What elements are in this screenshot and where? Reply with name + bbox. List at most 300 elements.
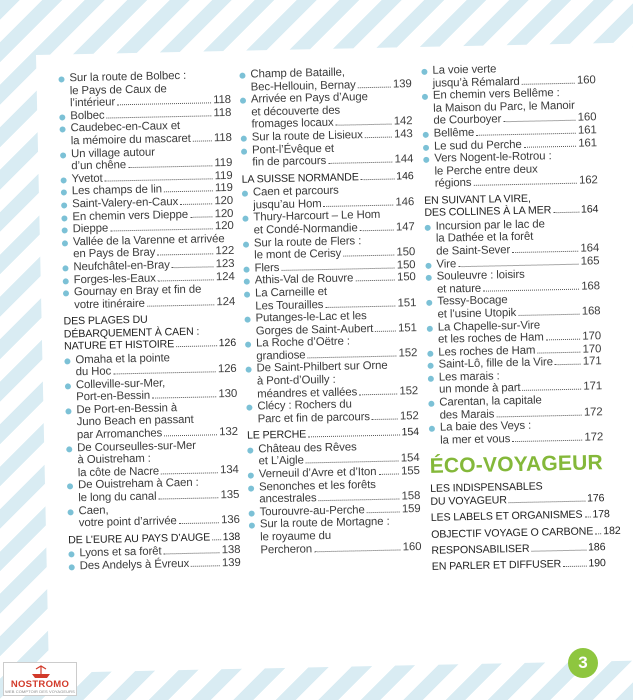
dot-leader	[476, 133, 576, 136]
toc-line-text: ancestrales	[259, 492, 317, 506]
toc-line	[260, 541, 421, 557]
toc-line-text: par Arromanches	[76, 427, 163, 442]
dot-leader	[473, 183, 577, 186]
dot-leader	[361, 178, 394, 180]
toc-entry[interactable]	[429, 418, 603, 447]
toc-line	[79, 514, 240, 530]
toc-page-number: 186	[587, 541, 606, 554]
toc-entry[interactable]	[243, 234, 415, 263]
logo-tagline: WEB COMPTOIR DES VOYAGEURS	[5, 689, 75, 694]
toc-page-number: 120	[214, 220, 234, 233]
toc-page-number: 154	[401, 426, 420, 439]
toc-page-number: 130	[218, 388, 238, 401]
toc-page-number: 144	[394, 153, 414, 166]
dot-leader	[524, 145, 577, 147]
toc-line-text: l’intérieur	[69, 96, 116, 110]
toc-line-text: Vers Nogent-le-Rotrou :	[434, 150, 552, 165]
toc-line-text: Arrivée en Pays d’Auge	[250, 91, 368, 106]
toc-page-number: 182	[603, 524, 621, 537]
dot-leader	[117, 103, 211, 106]
section-title-eco-voyageur: ÉCO-VOYAGEUR	[429, 451, 604, 479]
bullet-dot-icon	[425, 262, 431, 268]
bullet-dot-icon	[242, 216, 248, 222]
toc-page-number: 134	[219, 463, 239, 477]
toc-entry[interactable]	[241, 141, 413, 170]
bullet-dot-icon	[429, 426, 435, 432]
toc-line-text: Percheron	[260, 542, 313, 557]
toc-line-text: Les Tourailles	[255, 298, 324, 312]
dot-leader	[164, 191, 213, 193]
dot-leader	[179, 522, 219, 524]
toc-line-text: Juno Beach en passant	[76, 414, 194, 429]
bullet-dot-icon	[61, 190, 67, 196]
toc-page-number: 161	[577, 124, 597, 137]
toc-page-number: 146	[395, 195, 415, 209]
toc-line-text: jusqu’à Rémalard	[432, 75, 520, 90]
toc-line-text: La baie des Veys :	[439, 419, 532, 434]
toc-line-text: Omaha et la pointe	[75, 351, 170, 366]
bullet-dot-icon	[428, 376, 434, 382]
dot-leader	[563, 566, 586, 567]
toc-page-number: 146	[396, 169, 414, 183]
bullet-dot-icon	[428, 363, 434, 369]
dot-leader	[147, 304, 215, 306]
toc-line-text: Saint-Lô, fille de la Vire	[438, 356, 554, 371]
toc-line-text: Un village autour	[70, 146, 155, 160]
toc-page-number: 152	[399, 384, 419, 398]
toc-line-text: Yvetot	[71, 172, 103, 186]
toc-page-number: 164	[580, 203, 599, 216]
toc-line-text: à Pont-d’Ouilly :	[256, 373, 336, 388]
bullet-dot-icon	[245, 317, 251, 323]
toc-entry[interactable]	[248, 478, 420, 507]
bullet-dot-icon	[244, 279, 250, 285]
toc-line-text: La Roche d’Oëtre :	[255, 335, 351, 350]
bullet-dot-icon	[423, 144, 429, 150]
toc-line-text: et l’usine Utopik	[437, 306, 517, 321]
page-number-badge: 3	[568, 648, 598, 678]
dot-leader	[113, 371, 216, 374]
toc-section-heading[interactable]	[424, 191, 598, 219]
toc-line-text: Sur la route de Lisieux	[251, 129, 363, 144]
toc-entry[interactable]	[60, 144, 232, 173]
toc-line-text: De Ouistreham à Caen :	[77, 477, 199, 492]
toc-entry[interactable]	[242, 183, 414, 212]
toc-entry[interactable]	[245, 334, 417, 363]
bullet-dot-icon	[61, 202, 67, 208]
toc-page-number: 170	[582, 330, 602, 343]
toc-line-text: Des Andelys à Évreux	[79, 557, 190, 573]
toc-entry[interactable]	[244, 309, 416, 338]
dot-leader	[595, 533, 601, 534]
bullet-dot-icon	[61, 215, 67, 221]
toc-line-text: à Ouistreham :	[77, 452, 151, 467]
dot-leader	[365, 137, 392, 139]
bullet-dot-icon	[249, 523, 255, 529]
toc-page-number: 139	[221, 556, 241, 570]
toc-line-text: et découverte des	[251, 104, 341, 119]
toc-line-text: Flers	[254, 261, 280, 275]
toc-line-text: DE L’EURE AU PAYS D’AUGE	[68, 531, 211, 547]
toc-page-number: 170	[582, 342, 602, 356]
bullet-dot-icon	[67, 484, 73, 490]
bullet-dot-icon	[247, 447, 253, 453]
bullet-dot-icon	[426, 275, 432, 281]
toc-entry[interactable]	[423, 149, 598, 190]
bullet-dot-icon	[425, 225, 431, 231]
toc-entry[interactable]	[428, 393, 602, 422]
dot-leader	[553, 212, 579, 214]
toc-entry[interactable]	[69, 557, 241, 573]
toc-line-text: DES PLAGES DU	[63, 314, 148, 328]
bullet-dot-icon	[62, 265, 68, 271]
dot-leader	[306, 461, 399, 464]
toc-line-text: LES INDISPENSABLES	[430, 480, 543, 496]
toc-page-number: 118	[213, 131, 232, 145]
toc-line-text: Bec-Hellouin, Bernay	[250, 78, 356, 94]
toc-entry[interactable]	[422, 86, 597, 127]
toc-line-text: Tourouvre-au-Perche	[259, 504, 365, 519]
toc-page-number: 178	[592, 508, 610, 521]
dot-leader	[343, 255, 394, 257]
toc-line-text: Le sud du Perche	[433, 138, 522, 153]
dot-leader	[509, 500, 585, 503]
toc-line-text: Caen et parcours	[252, 184, 339, 199]
dot-leader	[359, 393, 397, 395]
toc-entry[interactable]	[246, 397, 418, 426]
toc-page-number: 124	[216, 295, 236, 308]
toc-page-number: 135	[220, 488, 240, 502]
toc-line-text: de Saint-Sever	[436, 244, 511, 258]
nostromo-logo[interactable]	[3, 662, 77, 696]
toc-line-text: Putanges-le-Lac et les	[255, 310, 367, 325]
toc-line-text: Vallée de la Varenne et arrivée	[72, 232, 225, 248]
dot-leader	[314, 549, 401, 552]
toc-line-text: fin de parcours	[252, 155, 327, 169]
dot-leader	[328, 162, 392, 164]
toc-page	[36, 42, 633, 672]
bullet-dot-icon	[65, 408, 71, 414]
toc-page-number: 119	[214, 169, 233, 183]
toc-page-number: 147	[395, 221, 415, 234]
toc-line-text: Caudebec-en-Caux et	[70, 120, 181, 135]
bullet-dot-icon	[60, 152, 66, 158]
dot-leader	[336, 124, 392, 126]
toc-line-text: du Hoc	[75, 365, 112, 379]
toc-line-text: EN PARLER ET DIFFUSER	[431, 558, 562, 574]
toc-page-number: 165	[580, 254, 600, 268]
toc-line-text: La voie verte	[432, 63, 497, 77]
toc-line	[432, 558, 606, 574]
dot-leader	[503, 120, 575, 123]
dot-leader	[518, 314, 580, 316]
toc-page-number: 152	[398, 346, 418, 360]
toc-line-text: DÉBARQUEMENT À CAEN :	[63, 325, 200, 341]
toc-page-number: 172	[584, 431, 604, 444]
dot-leader	[358, 86, 391, 88]
dot-leader	[319, 499, 400, 502]
toc-entry[interactable]	[239, 65, 411, 94]
toc-entry[interactable]	[240, 90, 413, 131]
dot-leader	[360, 229, 394, 231]
toc-entry[interactable]	[426, 267, 600, 296]
bullet-dot-icon	[62, 228, 68, 234]
toc-page-number: 124	[215, 270, 235, 283]
dot-leader	[176, 345, 217, 347]
bullet-dot-icon	[58, 76, 64, 82]
bullet-dot-icon	[68, 552, 74, 558]
dot-leader	[191, 565, 220, 567]
toc-line-text: Colleville-sur-Mer,	[75, 377, 166, 391]
dot-leader	[355, 280, 395, 282]
toc-line	[440, 431, 603, 447]
toc-line-text: Clécy : Rochers du	[257, 398, 352, 413]
bullet-dot-icon	[246, 405, 252, 411]
bullet-dot-icon	[422, 94, 428, 100]
toc-line-text: En chemin vers Dieppe	[72, 208, 189, 223]
toc-line-text: LE PERCHE	[246, 428, 307, 443]
toc-line-text: et Condé-Normandie	[253, 222, 358, 237]
toc-line-text: Caen,	[78, 504, 109, 517]
toc-page-number: 152	[399, 409, 419, 423]
toc-page-number: 171	[583, 380, 603, 394]
toc-line-text: Parc et fin de parcours	[257, 410, 371, 426]
bullet-dot-icon	[61, 177, 67, 183]
toc-page-number: 126	[217, 362, 237, 376]
toc-column-3	[421, 61, 621, 574]
dot-leader	[164, 434, 217, 436]
toc-page-number: 172	[583, 405, 603, 419]
dot-leader	[180, 203, 212, 205]
toc-line-text: OBJECTIF VOYAGE O CARBONE	[431, 525, 594, 541]
toc-line-text: Château des Rêves	[258, 441, 357, 456]
toc-entry[interactable]	[65, 401, 238, 442]
toc-line-text: De Saint-Philbert sur Orne	[256, 360, 388, 375]
toc-page-number: 142	[393, 115, 413, 128]
toc-page-number: 120	[214, 207, 234, 220]
toc-section-heading[interactable]	[430, 480, 604, 508]
toc-section-heading[interactable]	[431, 541, 605, 557]
dot-leader	[367, 511, 400, 513]
bullet-dot-icon	[66, 446, 72, 452]
toc-line-text: Neufchâtel-en-Bray	[73, 259, 170, 274]
dot-leader	[555, 364, 581, 366]
toc-line-text: la mer et vous	[440, 432, 511, 447]
toc-line-text: jusqu’au Hom	[253, 197, 322, 212]
toc-line-text: le long du canal	[78, 490, 157, 505]
toc-entry[interactable]	[247, 440, 419, 469]
toc-line-text: Souleuvre : loisirs	[436, 268, 525, 283]
bullet-dot-icon	[63, 278, 69, 284]
bullet-dot-icon	[64, 358, 70, 364]
toc-line-text: De Courseulles-sur-Mer	[77, 439, 197, 454]
dot-leader	[378, 474, 399, 475]
toc-line-text: Sur la route de Flers :	[253, 234, 362, 250]
toc-page-number: 162	[578, 174, 598, 187]
toc-entry[interactable]	[58, 69, 231, 110]
bullet-dot-icon	[59, 114, 65, 120]
toc-line-text: LA SUISSE NORMANDE	[241, 171, 359, 186]
toc-entry[interactable]	[244, 284, 416, 313]
toc-line-text: De Port-en-Bessin à	[76, 401, 178, 417]
toc-entry[interactable]	[242, 208, 414, 237]
toc-page-number: 126	[218, 336, 237, 350]
toc-line-text: régions	[434, 177, 472, 191]
toc-page-number: 118	[213, 94, 232, 107]
toc-line-text: DU VOYAGEUR	[430, 494, 507, 508]
dot-leader	[159, 497, 219, 499]
dot-leader	[308, 435, 399, 438]
dot-leader	[172, 266, 214, 268]
toc-line-text: Sur la route de Mortagne :	[259, 516, 390, 531]
toc-line-text: Les roches de Ham	[438, 344, 536, 359]
bullet-dot-icon	[241, 136, 247, 142]
toc-page-number: 150	[396, 271, 416, 284]
bullet-dot-icon	[68, 509, 74, 515]
toc-entry[interactable]	[245, 360, 418, 401]
toc-line-text: Athis-Val de Rouvre	[254, 272, 354, 287]
toc-line-text: Port-en-Bessin	[76, 389, 151, 404]
toc-line-text: fromages locaux	[251, 117, 334, 131]
toc-line-text: Senonches et les forêts	[258, 478, 376, 494]
bullet-dot-icon	[239, 73, 245, 79]
toc-line-text: et nature	[436, 282, 482, 296]
toc-page-number: 164	[580, 242, 600, 255]
toc-line-text: RESPONSABILISER	[431, 542, 530, 557]
dot-leader	[158, 279, 214, 281]
toc-line	[431, 524, 621, 541]
toc-line	[252, 153, 413, 169]
toc-entry[interactable]	[62, 233, 234, 262]
toc-page-number: 168	[581, 279, 601, 293]
toc-line-text: Les marais :	[438, 370, 500, 384]
dot-leader	[531, 550, 586, 552]
toc-section-heading[interactable]	[432, 558, 606, 574]
toc-line-text: votre point d’arrivée	[78, 515, 177, 530]
toc-line-text: la Maison du Parc, le Manoir	[433, 99, 575, 115]
bullet-dot-icon	[241, 148, 247, 154]
toc-page-number: 176	[586, 492, 605, 505]
toc-column-2	[239, 65, 421, 557]
toc-column-1	[58, 69, 240, 573]
dot-leader	[483, 288, 579, 291]
toc-section-heading[interactable]	[431, 524, 621, 541]
toc-entry[interactable]	[427, 318, 601, 347]
dot-leader	[523, 389, 582, 391]
bullet-dot-icon	[426, 300, 432, 306]
toc-line-text: Forges-les-Eaux	[73, 272, 156, 286]
toc-line-text: Incursion par le lac de	[435, 218, 545, 233]
dot-leader	[375, 330, 396, 331]
toc-line-text: le royaume du	[260, 529, 332, 544]
toc-page-number: 150	[396, 246, 416, 259]
toc-line-text: En chemin vers Bellême :	[432, 87, 560, 102]
toc-page-number: 155	[400, 465, 420, 478]
bullet-dot-icon	[65, 383, 71, 389]
toc-page-number: 136	[220, 514, 240, 527]
toc-section-heading[interactable]	[430, 508, 610, 525]
toc-line-text: le Perche entre deux	[434, 163, 538, 178]
bullet-dot-icon	[62, 240, 68, 246]
toc-page-number: 151	[397, 321, 417, 335]
toc-line	[80, 557, 241, 573]
dot-leader	[458, 263, 579, 267]
ship-icon	[30, 665, 52, 679]
toc-page-number: 159	[401, 502, 421, 516]
bullet-dot-icon	[248, 473, 254, 479]
toc-entry[interactable]	[67, 476, 239, 505]
dot-leader	[584, 517, 590, 518]
toc-page-number: 171	[582, 355, 602, 368]
toc-page-number: 160	[576, 73, 596, 87]
toc-line-text: Dieppe	[72, 222, 109, 236]
toc-line-text: la côte de Nacre	[77, 465, 160, 480]
toc-line-text: Carentan, la capitale	[439, 394, 542, 409]
bullet-dot-icon	[427, 325, 433, 331]
toc-page-number: 158	[401, 490, 421, 503]
toc-entry[interactable]	[59, 119, 231, 148]
bullet-dot-icon	[240, 98, 246, 104]
dot-leader	[164, 552, 220, 554]
toc-section-heading[interactable]	[63, 312, 236, 353]
toc-line-text: votre itinéraire	[74, 297, 145, 311]
bullet-dot-icon	[423, 157, 429, 163]
toc-line	[258, 410, 419, 426]
toc-line-text: Verneuil d’Avre et d’Iton	[258, 465, 377, 481]
toc-line-text: Tessy-Bocage	[437, 294, 508, 308]
toc-page-number: 132	[219, 425, 239, 439]
bullet-dot-icon	[60, 127, 66, 133]
toc-entry[interactable]	[67, 501, 239, 530]
dot-leader	[537, 351, 580, 353]
toc-page-number: 138	[222, 530, 241, 544]
toc-line-text: un monde à part	[438, 382, 521, 397]
dot-leader	[546, 339, 581, 341]
logo-name: NOSTROMO	[10, 679, 70, 690]
bullet-dot-icon	[421, 69, 427, 75]
toc-entry[interactable]	[428, 368, 602, 397]
toc-line	[430, 492, 604, 508]
dot-leader	[110, 228, 213, 231]
toc-line-text: en Pays de Bray	[73, 246, 156, 261]
toc-line-text: et L’Aigle	[258, 454, 304, 468]
toc-line-text: d’un chêne	[71, 159, 127, 173]
dot-leader	[152, 397, 216, 399]
dot-leader	[325, 305, 395, 307]
toc-line	[74, 296, 235, 312]
bullet-dot-icon	[427, 350, 433, 356]
toc-entry[interactable]	[425, 217, 600, 258]
toc-entry[interactable]	[64, 350, 236, 379]
toc-page-number: 138	[221, 544, 241, 557]
toc-line-text: grandiose	[256, 349, 306, 363]
bullet-dot-icon	[243, 241, 249, 247]
toc-entry[interactable]	[63, 283, 235, 312]
toc-entry[interactable]	[421, 61, 595, 90]
toc-page-number: 150	[396, 258, 416, 272]
toc-page-number: 120	[214, 194, 234, 208]
toc-page-number: 154	[400, 452, 420, 465]
toc-line-text: des Marais	[439, 408, 495, 422]
bullet-dot-icon	[244, 291, 250, 297]
toc-page-number: 119	[214, 182, 233, 195]
toc-entry[interactable]	[426, 293, 600, 322]
toc-entry[interactable]	[65, 376, 237, 405]
toc-entry[interactable]	[66, 439, 239, 480]
toc-entry[interactable]	[249, 515, 422, 556]
toc-line-text: Bolbec	[70, 109, 105, 123]
toc-line-text: la mémoire du mascaret	[70, 132, 191, 148]
